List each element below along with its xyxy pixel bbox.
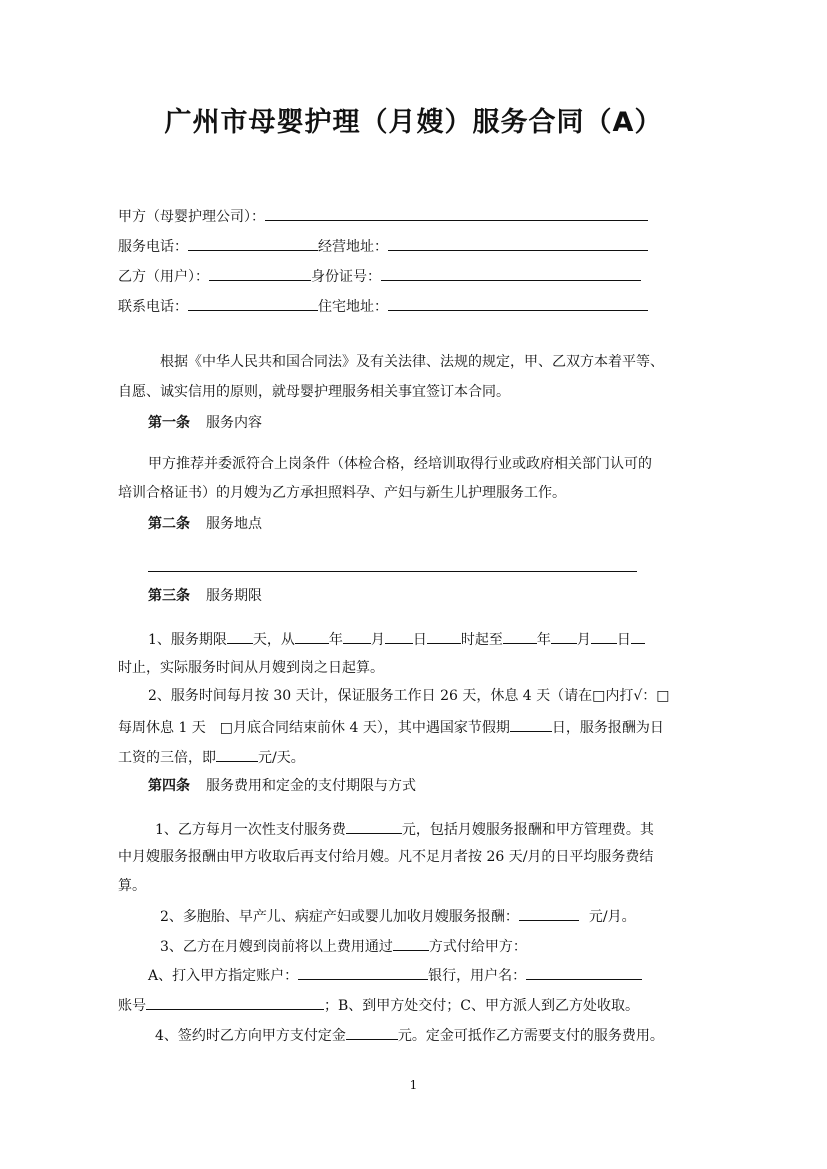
option-a-text: A、打入甲方指定账户： bbox=[148, 968, 299, 984]
id-number-label: 身份证号： bbox=[311, 269, 381, 285]
holiday-text: 每周休息 1 天 □月底合同结束前休 4 天），其中遇国家节假期 bbox=[118, 720, 510, 736]
triple-wage-text: 工资的三倍，即 bbox=[118, 750, 216, 766]
article-2-title: 服务地点 bbox=[206, 516, 262, 532]
end-year-blank[interactable] bbox=[503, 628, 537, 644]
article-4-title: 服务费用和定金的支付期限与方式 bbox=[206, 778, 416, 794]
account-number-blank[interactable] bbox=[146, 994, 324, 1010]
business-address-blank[interactable] bbox=[388, 235, 648, 251]
document-title: 广州市母婴护理（月嫂）服务合同（A） bbox=[164, 107, 663, 138]
article-3-heading bbox=[148, 586, 262, 606]
payment-method-line bbox=[160, 935, 527, 957]
deposit-blank[interactable] bbox=[346, 1024, 398, 1040]
payment-options-text: ；B、到甲方处交付；C、甲方派人到乙方处收取。 bbox=[324, 998, 639, 1014]
payment-method-blank[interactable] bbox=[393, 935, 429, 951]
end-hour-blank[interactable] bbox=[631, 628, 645, 644]
party-b-label: 乙方（用户）： bbox=[118, 269, 209, 285]
start-hour-blank[interactable] bbox=[427, 628, 461, 644]
fee-line-3: 算。 bbox=[118, 878, 146, 894]
start-month-blank[interactable] bbox=[343, 628, 371, 644]
extra-fee-line bbox=[160, 905, 636, 927]
daily-rate-blank[interactable] bbox=[216, 746, 258, 762]
extra-fee-text: 2、多胞胎、早产儿、病症产妇或婴儿加收月嫂服务报酬： bbox=[160, 909, 519, 925]
article-4-heading bbox=[148, 776, 416, 796]
account-number-label: 账号 bbox=[118, 998, 146, 1014]
service-period-line-2: 时止，实际服务时间从月嫂到岗之日起算。 bbox=[118, 660, 384, 676]
monthly-fee-text: 1、乙方每月一次性支付服务费 bbox=[155, 822, 346, 838]
home-address-label: 住宅地址： bbox=[318, 299, 388, 315]
fee-line-2: 中月嫂服务报酬由甲方收取后再支付给月嫂。凡不足月者按 26 天/月的日平均服务费结 bbox=[118, 849, 654, 865]
article-1-line-2: 培训合格证书）的月嫂为乙方承担照料孕、产妇与新生儿护理服务工作。 bbox=[118, 485, 566, 501]
fee-includes-text: 元，包括月嫂服务报酬和甲方管理费。其 bbox=[401, 822, 654, 838]
party-b-row bbox=[118, 265, 641, 287]
extra-fee-blank[interactable] bbox=[519, 905, 579, 921]
deposit-tail-text: 元。定金可抵作乙方需要支付的服务费用。 bbox=[397, 1028, 664, 1044]
article-3-title: 服务期限 bbox=[206, 588, 262, 604]
payment-method-text: 3、乙方在月嫂到岗前将以上费用通过 bbox=[160, 939, 393, 955]
end-month-blank[interactable] bbox=[551, 628, 577, 644]
page-number: 1 bbox=[409, 1078, 418, 1092]
pay-to-party-a-text: 方式付给甲方： bbox=[428, 939, 527, 955]
article-1-title: 服务内容 bbox=[206, 415, 262, 431]
until-text: 时起至 bbox=[460, 632, 503, 648]
article-1-heading bbox=[148, 413, 262, 433]
holiday-days-blank[interactable] bbox=[510, 716, 552, 732]
contact-phone-label: 联系电话： bbox=[118, 299, 188, 315]
start-day-text: 日 bbox=[412, 632, 427, 648]
service-location-blank[interactable] bbox=[148, 571, 637, 572]
bank-account-name-text: 银行，用户名： bbox=[428, 968, 527, 984]
service-time-line-2 bbox=[118, 716, 664, 738]
account-name-blank[interactable] bbox=[526, 964, 642, 980]
deposit-line bbox=[155, 1024, 664, 1046]
option-a-line bbox=[148, 964, 642, 986]
article-2-heading bbox=[148, 514, 262, 534]
preamble-line-1: 根据《中华人民共和国合同法》及有关法律、法规的规定，甲、乙双方本着平等、 bbox=[160, 354, 664, 370]
service-time-line-1: 2、服务时间每月按 30 天计，保证服务工作日 26 天，休息 4 天（请在□内打√：□ bbox=[148, 688, 670, 704]
party-a-label: 甲方（母婴护理公司）： bbox=[118, 209, 265, 225]
start-month-text: 月 bbox=[370, 632, 385, 648]
service-period-line-1 bbox=[148, 628, 645, 650]
end-day-text: 日 bbox=[616, 632, 631, 648]
service-phone-blank[interactable] bbox=[188, 235, 318, 251]
end-day-blank[interactable] bbox=[591, 628, 617, 644]
article-1-number: 第一条 bbox=[148, 415, 190, 431]
business-address-label: 经营地址： bbox=[318, 239, 388, 255]
service-phone-row bbox=[118, 235, 648, 257]
end-month-text: 月 bbox=[576, 632, 591, 648]
service-time-line-3 bbox=[118, 746, 305, 768]
home-address-blank[interactable] bbox=[388, 295, 648, 311]
fee-line-1 bbox=[155, 818, 654, 840]
preamble-line-2: 自愿、诚实信用的原则，就母婴护理服务相关事宜签订本合同。 bbox=[118, 384, 510, 400]
account-number-line bbox=[118, 994, 639, 1016]
days-from-text: 天，从 bbox=[252, 632, 295, 648]
deposit-text: 4、签约时乙方向甲方支付定金 bbox=[155, 1028, 346, 1044]
service-phone-label: 服务电话： bbox=[118, 239, 188, 255]
article-1-line-1: 甲方推荐并委派符合上岗条件（体检合格，经培训取得行业或政府相关部门认可的 bbox=[148, 456, 652, 472]
contact-phone-row bbox=[118, 295, 648, 317]
per-day-text: 元/天。 bbox=[258, 750, 305, 766]
holiday-pay-text: 日，服务报酬为日 bbox=[551, 720, 664, 736]
days-blank[interactable] bbox=[227, 628, 253, 644]
end-year-text: 年 bbox=[536, 632, 551, 648]
article-2-number: 第二条 bbox=[148, 516, 190, 532]
article-3-number: 第三条 bbox=[148, 588, 190, 604]
party-a-blank[interactable] bbox=[265, 205, 648, 221]
id-number-blank[interactable] bbox=[381, 265, 641, 281]
party-b-blank[interactable] bbox=[209, 265, 311, 281]
bank-blank[interactable] bbox=[298, 964, 428, 980]
per-month-text: 元/月。 bbox=[588, 909, 636, 925]
service-period-label: 1、服务期限 bbox=[148, 632, 227, 648]
start-year-text: 年 bbox=[328, 632, 343, 648]
party-a-row bbox=[118, 205, 648, 227]
start-day-blank[interactable] bbox=[385, 628, 413, 644]
start-year-blank[interactable] bbox=[295, 628, 329, 644]
contact-phone-blank[interactable] bbox=[188, 295, 318, 311]
monthly-fee-blank[interactable] bbox=[346, 818, 402, 834]
article-4-number: 第四条 bbox=[148, 778, 190, 794]
